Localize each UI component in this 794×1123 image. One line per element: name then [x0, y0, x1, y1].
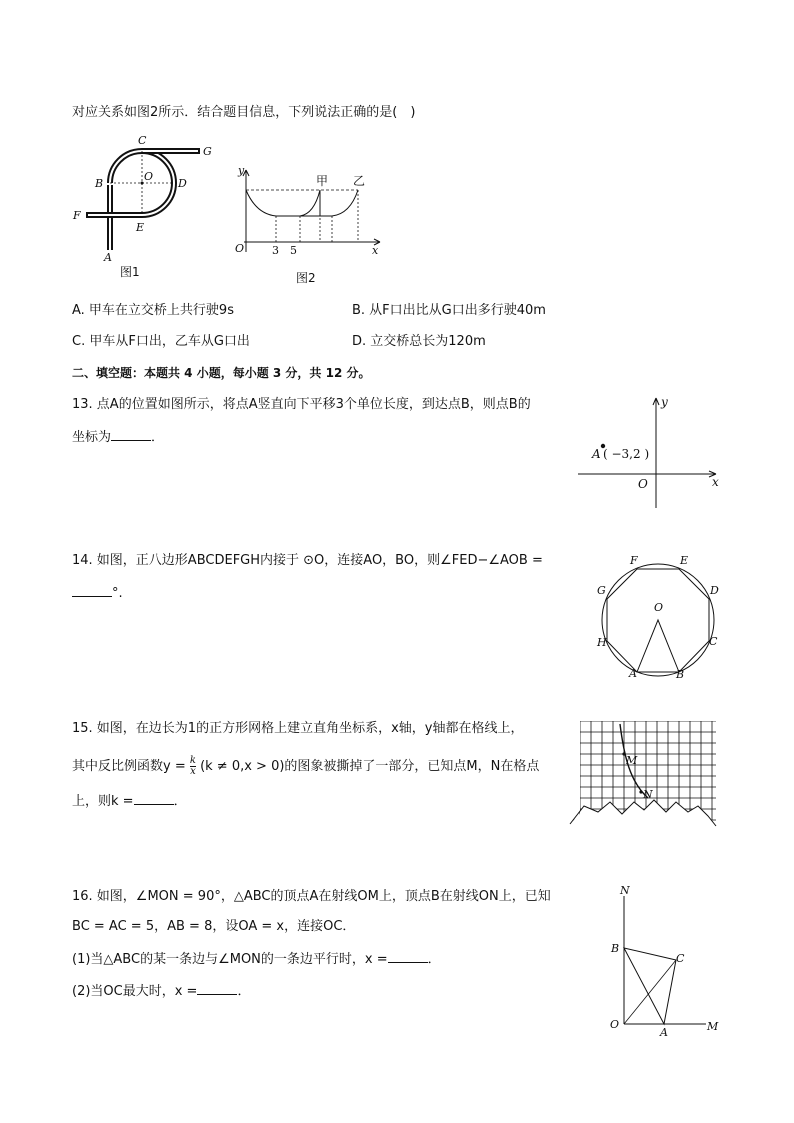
fig1-label-d: D — [178, 177, 187, 190]
fig1-caption: 图1 — [120, 265, 140, 279]
section-title: 二、填空题：本题共 4 小题，每小题 3 分，共 12 分。 — [72, 366, 371, 380]
q14-label-a: A — [629, 667, 637, 680]
q13-label-a: A — [592, 447, 601, 461]
q14-label-d: D — [710, 584, 719, 597]
q16-answer-blank-2[interactable] — [197, 982, 237, 995]
q16-figure — [606, 884, 726, 1040]
q16-label-o: O — [610, 1018, 620, 1031]
q14-figure — [592, 548, 724, 684]
q16-label-a: A — [660, 1026, 668, 1039]
fig1-label-g: G — [203, 145, 212, 158]
fig2-x-axis-label: x — [372, 244, 379, 257]
q12-option-a[interactable]: A. 甲车在立交桥上共行驶9s — [72, 303, 234, 318]
q14-label-c: C — [709, 635, 718, 648]
q15-answer-blank[interactable] — [134, 792, 174, 805]
q14-label-b: B — [676, 668, 685, 681]
q16-label-n: N — [620, 884, 630, 897]
q13-line-1: 13. 点A的位置如图所示，将点A竖直向下平移3个单位长度，到达点B，则点B的 — [72, 397, 531, 412]
q16-line-2: BC = AC = 5，AB = 8，设OA = x，连接OC． — [72, 919, 356, 934]
q15-line-3: 上，则k = ． — [72, 794, 187, 809]
fig1-label-b: B — [95, 177, 104, 190]
fig1-label-e: E — [136, 221, 145, 234]
q12-figure-2 — [230, 160, 390, 290]
q12-stem: 对应关系如图2所示．结合题目信息，下列说法正确的是( ) — [72, 105, 416, 120]
q16-line-1: 16. 如图，∠MON = 90°，△ABC的顶点A在射线OM上，顶点B在射线ON上，已知 — [72, 889, 551, 904]
fig2-tick-5: 5 — [290, 244, 297, 257]
q16-answer-blank-1[interactable] — [388, 950, 428, 963]
q13-line-2: 坐标为 ． — [72, 430, 165, 445]
q14-label-h: H — [597, 636, 607, 649]
q14-label-g: G — [597, 584, 606, 597]
q13-figure — [576, 394, 726, 514]
fig1-label-f: F — [73, 209, 81, 222]
fig2-series-yi: 乙 — [353, 174, 366, 188]
fig2-caption: 图2 — [296, 271, 316, 285]
q12-option-d[interactable]: D. 立交桥总长为120m — [352, 334, 486, 349]
fig1-label-c: C — [138, 134, 147, 147]
q12-option-b[interactable]: B. 从F口出比从G口出多行驶40m — [352, 303, 546, 318]
q15-line-1: 15. 如图，在边长为1的正方形网格上建立直角坐标系，x轴，y轴都在格线上， — [72, 721, 524, 736]
q12-figure-1 — [70, 130, 230, 280]
fig2-tick-3: 3 — [272, 244, 279, 257]
q14-line-2: °. — [72, 584, 123, 603]
q12-option-c[interactable]: C. 甲车从F口出，乙车从G口出 — [72, 334, 250, 349]
q13-label-y: y — [661, 395, 668, 409]
q16-label-b: B — [611, 942, 620, 955]
fig1-label-a: A — [104, 251, 112, 264]
q15-label-m: M — [626, 754, 638, 767]
fig2-y-axis-label: y — [238, 164, 245, 177]
q16-line-3: (1)当△ABC的某一条边与∠MON的一条边平行时，x = ． — [72, 952, 441, 967]
fig2-series-jia: 甲 — [316, 174, 329, 188]
fig1-label-o: O — [144, 170, 154, 183]
fig2-origin-label: O — [235, 242, 245, 255]
q14-label-e: E — [680, 554, 689, 567]
q15-fraction: $\frac{k}{x}$ — [189, 755, 196, 777]
q16-label-c: C — [676, 952, 685, 965]
q15-figure — [568, 716, 720, 836]
q13-answer-blank[interactable] — [111, 428, 151, 441]
q15-label-n: N — [643, 788, 653, 801]
q16-line-4: (2)当OC最大时，x = ． — [72, 984, 251, 999]
q14-line-1: 14. 如图，正八边形ABCDEFGH内接于 ⊙O，连接AO，BO，则∠FED−∠AOB = — [72, 553, 543, 568]
q15-line-2: 其中反比例函数y = $\frac{k}{x}$ (k ≠ 0,x > 0)的图象被撕掉了一部分，已知点M，N在格点 — [72, 755, 540, 777]
q14-label-o: O — [654, 601, 664, 614]
q14-answer-blank[interactable] — [72, 584, 112, 597]
q16-label-m: M — [707, 1020, 719, 1033]
q14-label-f: F — [630, 554, 638, 567]
q13-label-x: x — [712, 475, 719, 489]
q13-coord-label: ( −3,2 ) — [603, 447, 650, 461]
q13-label-o: O — [638, 477, 648, 491]
